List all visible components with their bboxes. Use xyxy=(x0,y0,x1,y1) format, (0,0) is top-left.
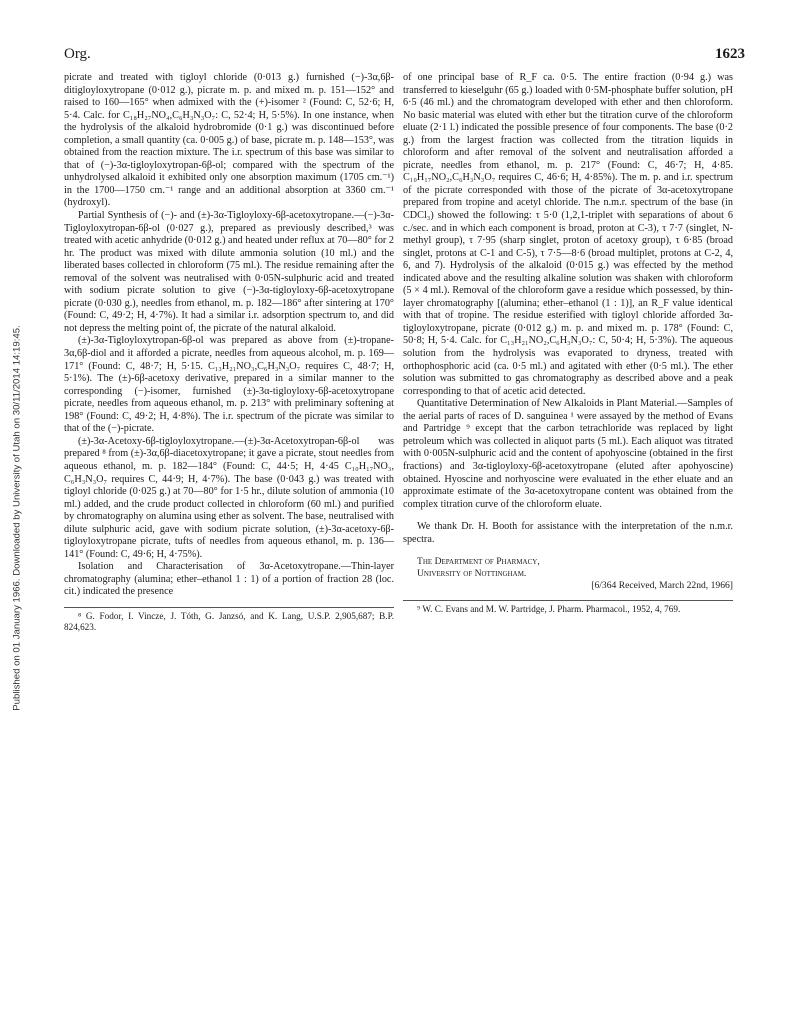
footnote: ⁹ W. C. Evans and M. W. Partridge, J. Pharm. Pharmacol., 1952, 4, 769. xyxy=(417,604,681,615)
address-line: The Department of Pharmacy, xyxy=(417,556,540,568)
paragraph: picrate and treated with tigloyl chloride (0·013 g.) furnished (−)-3α,6β-ditigloyloxytropane (0·012 g.), picrate m. p. and mixed m. p. 151—152° and raised to 160—165° when admixed with the (+)-isomer ² (Found: C, 52·6; H, 5·4. Calc. for C₁₈H₂₇NO₄,C₆H₃N₃O₇: C, 52·4; H, 5·5%). In one instance, when the hydrolysis of the alkaloid hydrobromide (0·1 g.) was discontinued before completion, a small quantity (ca. 0·005 g.) of base, picrate m. p. 148—153°, was obtained from the reaction mixture. The i.r. spectrum of this base was similar to that of (−)-3α-tigloyloxytropan-6β-ol; compared with the spectrum of the unhydrolysed alkaloid it exhibited only one absorption maximum (1705 cm.⁻¹) in the 1700—1750 cm.⁻¹ range and an additional absorption at 3360 cm.⁻¹ (hydroxyl). xyxy=(64,72,394,209)
paragraph: Isolation and Characterisation of 3α-Acetoxytropane.—Thin-layer chromatography (alumina; ether–ethanol 1 : 1) of a portion of fraction 28 (loc. cit.) indicated the presence xyxy=(64,561,394,598)
paragraph: (±)-3α-Acetoxy-6β-tigloyloxytropane.—(±)-3α-Acetoxytropan-6β-ol was prepared ⁸ from (±)-3α,6β-diacetoxytropane; it gave a picrate, stout needles from aqueous ethanol, m. p. 182—184° (Found: C, 44·5; H, 4·45 C₁₀H₁₇NO₃, C₆H₃N₃O₇ requires C, 44·9; H, 4·7%). The base (0·043 g.) was treated with tigloyl chloride (0·025 g.) at 70—80° for 1·5 hr., dilute solution of ammonia (10 ml.) added, and the crude product collected in chloroform (60 ml.) and purified by chromatography on alumina using ether as solvent. The base, neutralised with dilute sulphuric acid, gave with sodium picrate solution, (±)-3α-acetoxy-6β-tigloyloxytropane picrate, tufts of needles from aqueous ethanol, m. p. 136—141° (Found: C, 49·6; H, 4·75%). xyxy=(64,435,394,560)
download-stamp xyxy=(0,0,34,1035)
running-head xyxy=(64,46,745,64)
left-column xyxy=(64,72,394,634)
footnote: ⁸ G. Fodor, I. Vincze, J. Tóth, G. Janzsó, and K. Lang, U.S.P. 2,905,687; B.P. 824,623. xyxy=(64,610,394,633)
paragraph: of one principal base of R_F ca. 0·5. The entire fraction (0·94 g.) was transferred to kieselguhr (65 g.) loaded with 0·5M-phosphate buffer solution, pH 6·5 (46 ml.) and the chromatogram developed with ether and then chloroform. No basic material was eluted with ether but the titration curve of the chloroform eluate (2·1 l.) indicated the possible presence of four components. The base (0·2 g.) from the largest fraction was collected from the titration liquids in chloroform and after removal of the solvent and neutralisation afforded a picrate, needles from ethanol, m. p. 217° (Found: C, 46·7; H, 4·85. C₁₀H₁₇NO₂,C₆H₃N₃O₇ requires C, 46·6; H, 4·85%). The m. p. and i.r. spectrum of the picrate corresponded with those of the picrate of 3α-acetoxytropane prepared from tropine and acetyl chloride. The n.m.r. spectrum of the base (in CDCl₃) showed the following: τ 5·0 (1,2,1-triplet with separations of about 6 c./sec. and in which each component is broad, proton at C-3), τ 7·7 (singlet, N-methyl group), τ 7·95 (sharp singlet, proton of acetoxy group), τ 6·85 (broad singlet, protons at C-1 and C-5), τ 7·5—8·6 (broad multiplet, protons at C-2, 4, 6, and 7). Hydrolysis of the alkaloid (0·015 g.) was effected by the method indicated above and the resulting alkaline solution was shaken with chloroform (5 × 4 ml.). Removal of the chloroform gave a residue which possessed, by thin-layer chromatography [(alumina; ether–ethanol (1 : 1)], an R_F value identical with that of tropine. The residue esterified with tigloyl chloride afforded 3α-tigloyloxytropane, picrate (0·012 g.) m. p. and mixed m. p. 178° (Found: C, 50·8; H, 5·4. Calc. for C₁₃H₂₁NO₂,C₆H₃N₃O₇: C, 50·4; H, 5·3%). The aqueous solution from the hydrolysis was evaporated to dryness, treated with orthophosphoric acid (ca. 0·5 ml.) and agitated with ether (0·5 ml.). The ether solution was submitted to gas chromatography as described above and a peak corresponding to that of acetic acid detected. xyxy=(403,72,733,397)
footnote-divider xyxy=(64,607,394,608)
right-column xyxy=(403,72,733,616)
author-address xyxy=(403,556,733,592)
journal-section: Org. xyxy=(64,46,91,62)
paragraph: (±)-3α-Tigloyloxytropan-6β-ol was prepared as above from (±)-tropane-3α,6β-diol and it afforded a picrate, needles from aqueous alcohol, m. p. 169—171° (Found: C, 48·7; H, 5·15. C₁₃H₂₁NO₃,C₆H₃N₃O₇ requires C, 48·7; H, 5·1%). The (±)-6β-acetoxy derivative, prepared in a similar manner to the corresponding (−)-isomer, furnished (±)-3α-tigloyloxy-6β-acetoxytropane picrate, needles from aqueous ethanol, m. p. 213° with preliminary softening at 198° (Found: C, 49·2; H, 4·8%). The i.r. spectrum of the picrate was similar to that of the (−)-picrate. xyxy=(64,335,394,435)
acknowledgement: We thank Dr. H. Booth for assistance with the interpretation of the n.m.r. spectra. xyxy=(403,521,733,545)
download-stamp-text: Published on 01 January 1966. Downloaded by University of Utah on 30/11/2014 14:19:45. xyxy=(11,324,23,711)
received-date: [6/364 Received, March 22nd, 1966] xyxy=(591,580,733,592)
paragraph: Quantitative Determination of New Alkaloids in Plant Material.—Samples of the aerial parts of races of D. sanguinea ¹ were assayed by the method of Evans and Partridge ⁹ except that the carbon tetrachloride was replaced by light petroleum which was collected in aliquot parts (5 ml.). Each aliquot was titrated with 0·005N-sulphuric acid and the content of apohyoscine (obtained in the first fractions) and 3α-tigloyloxy-6β-acetoxytropane (eluted after apohyoscine) obtained. Hyoscine and norhyoscine were evaluated in the ether eluate and an approximate estimate of the 3α-acetoxytropane content was obtained from the complex titration curve of the chloroform eluate. xyxy=(403,398,733,510)
footnote-divider xyxy=(403,600,733,601)
page-number: 1623 xyxy=(715,46,745,62)
address-line: University of Nottingham. xyxy=(417,568,527,580)
paragraph: Partial Synthesis of (−)- and (±)-3α-Tigloyloxy-6β-acetoxytropane.—(−)-3α-Tigloyloxytropan-6β-ol (0·027 g.), prepared as previously described,³ was treated with acetic anhydride (0·012 g.) and heated under reflux at 70—80° for 2 hr. The product was mixed with dilute ammonia solution (10 ml.) and the liberated bases collected in chloroform (75 ml.). The residue remaining after the removal of the solvent was neutralised with 0·05N-sulphuric acid and treated with sodium picrate solution to give (−)-3α-tigloyloxy-6β-acetoxytropane picrate (0·030 g.), needles from ethanol, m. p. 182—186° after sintering at 170° (Found: C, 49·2; H, 4·7%). It had a similar i.r. adsorption spectrum to, and did not depress the melting point of, the picrate of the natural alkaloid. xyxy=(64,210,394,334)
